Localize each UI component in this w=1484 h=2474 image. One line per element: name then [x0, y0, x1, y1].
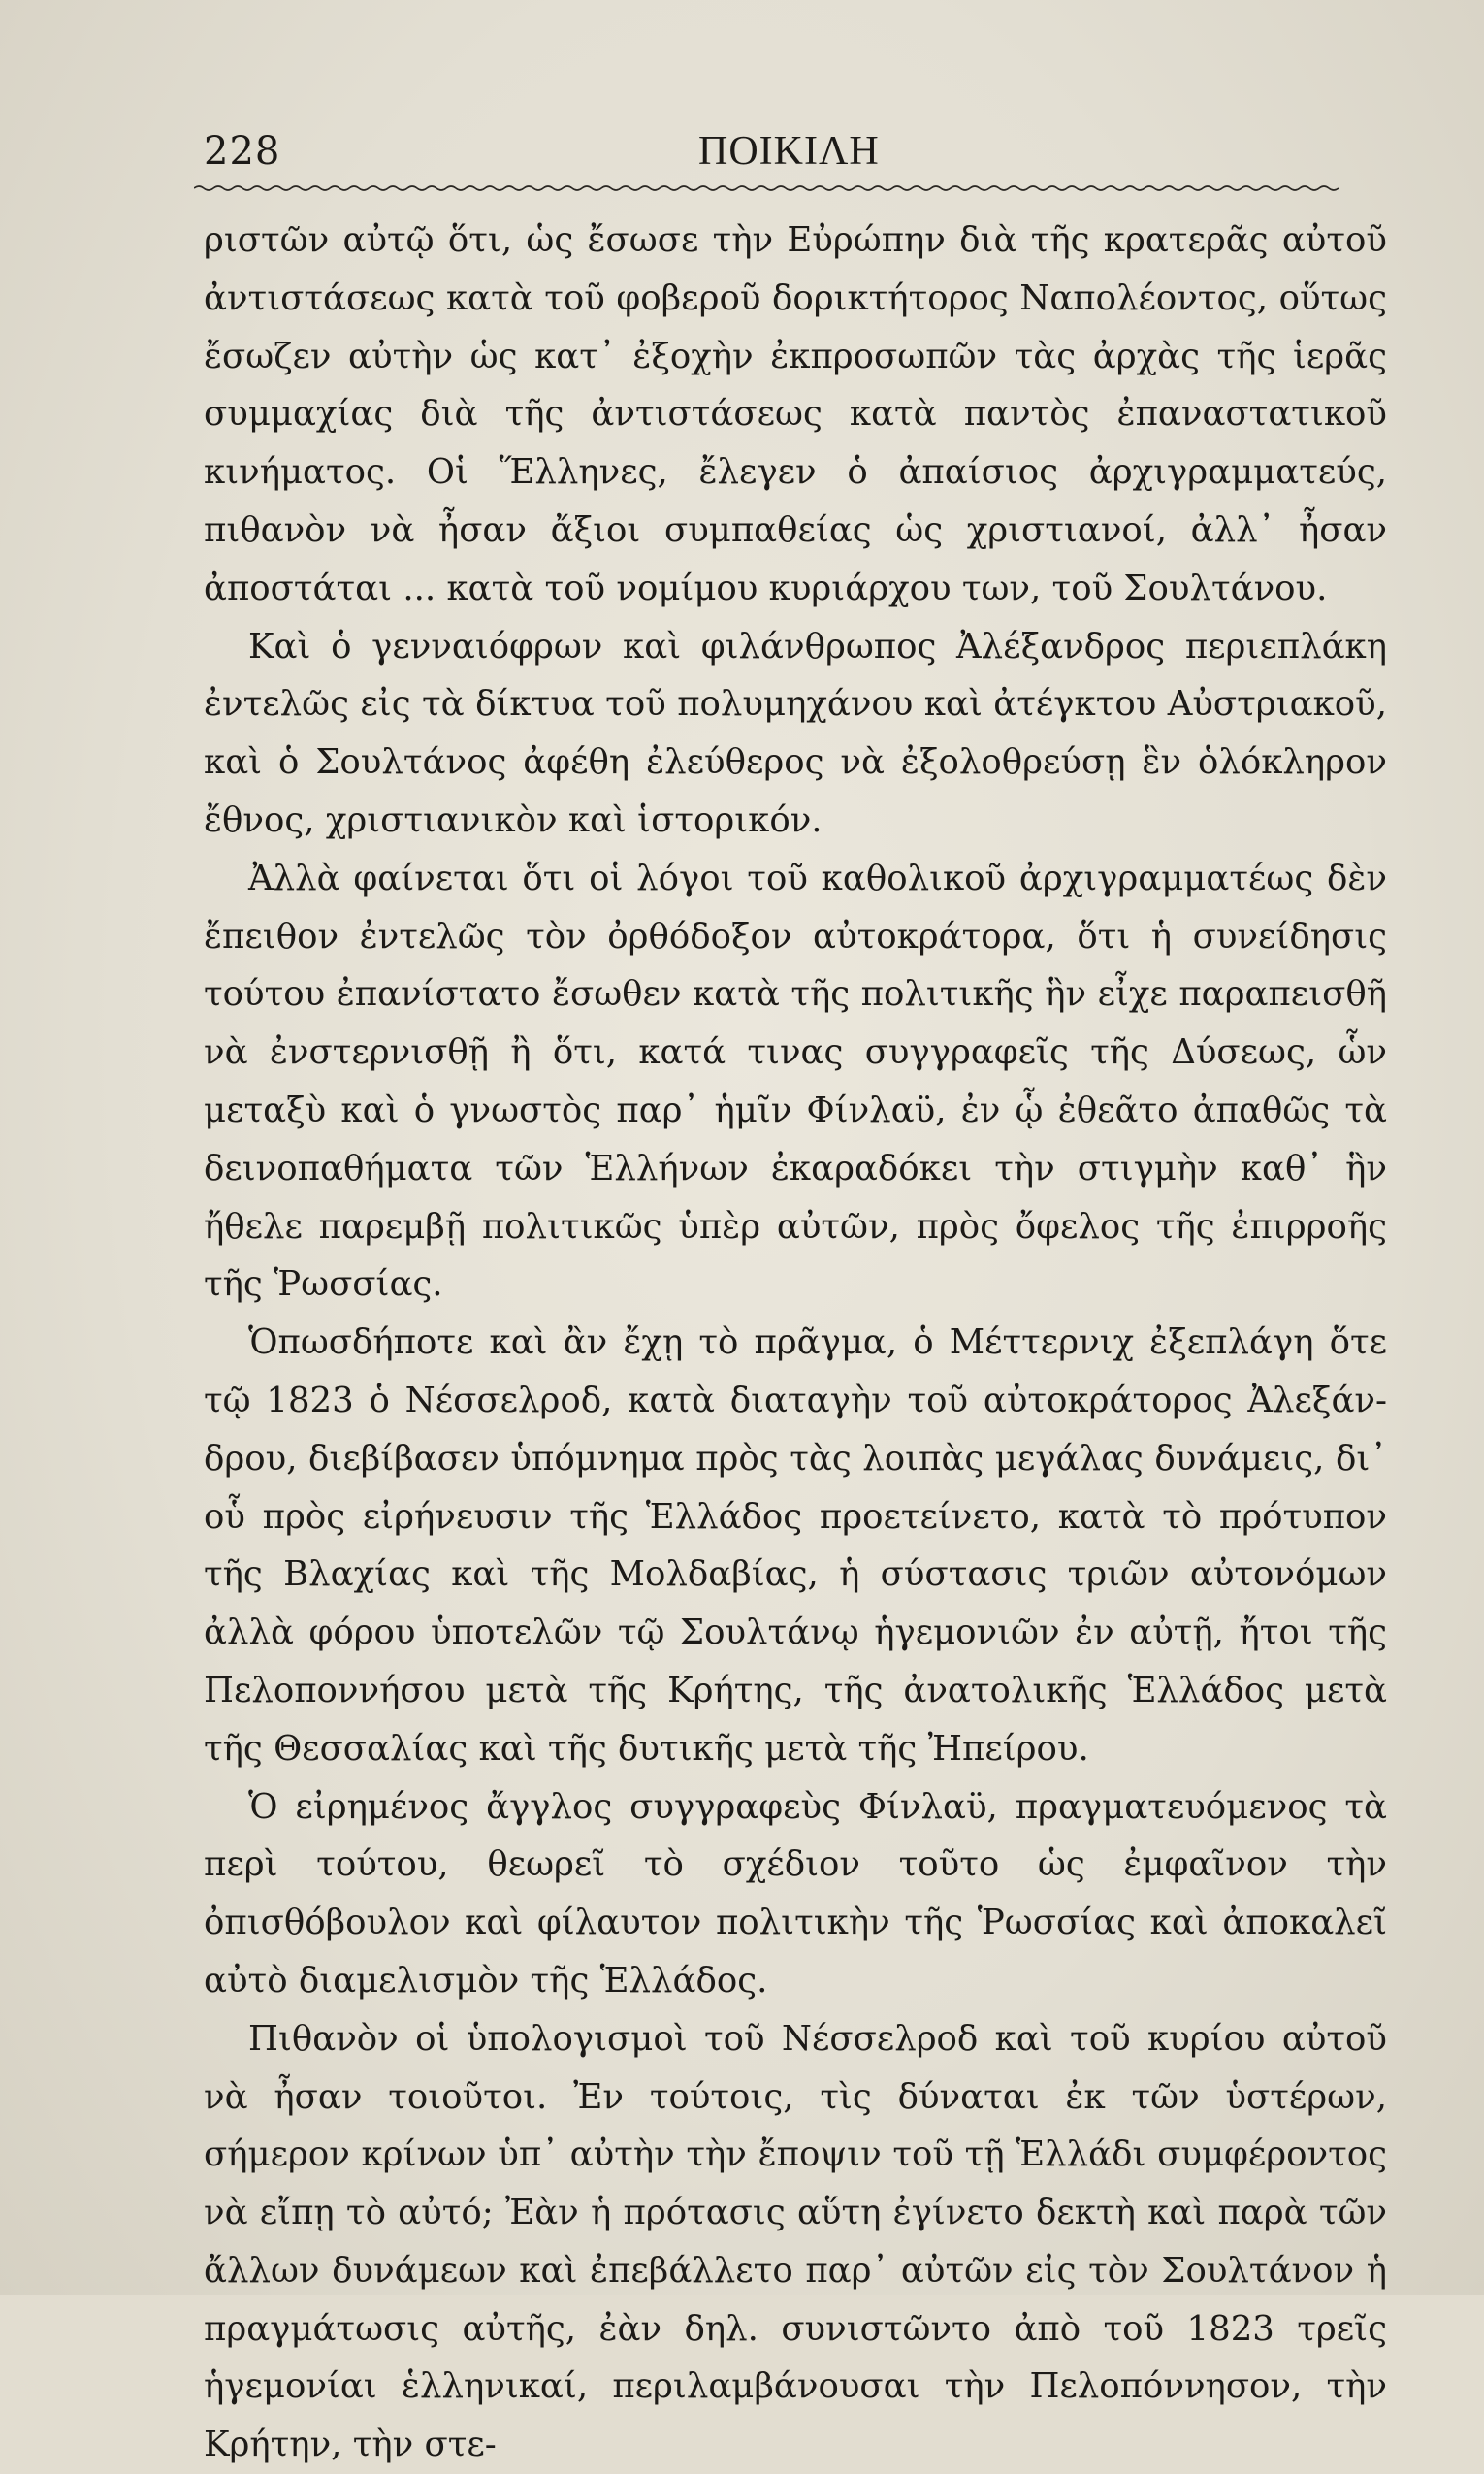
running-title: ΠΟΙΚΙΛΗ	[698, 129, 880, 174]
paragraph: Ὁ εἰρημένος ἄγγλος συγγραφεὺς Φίνλαϋ, πραγματευόμενος τὰ περὶ τούτου, θεωρεῖ τὸ σχέδιον τοῦτο ὡς ἐμφαῖνον τὴν ὀπισθόβουλον καὶ φίλαυτον πολιτικὴν τῆς Ῥωσσίας καὶ ἀποκαλεῖ αὐτὸ διαμελισμὸν τῆς Ἑλλάδος.	[204, 1786, 1387, 2001]
paragraph: Ἀλλὰ φαίνεται ὅτι οἱ λόγοι τοῦ καθολικοῦ ἀρχιγραμματέως δὲν ἔπειθον ἐντελῶς τὸν ὀρθόδοξον αὐτοκράτορα, ὅτι ἡ συνείδησις τούτου ἐπανίστατο ἔσωθεν κατὰ τῆς πολιτικῆς ἣν εἶχε παραπεισθῆ νὰ ἐνστερνισθῇ ἢ ὅτι, κατά τινας συγγραφεῖς τῆς Δύσεως, ὧν μεταξὺ καὶ ὁ γνωστὸς παρ᾽ ἡμῖν Φίνλαϋ, ἐν ᾧ ἐθεᾶτο ἀπαθῶς τὰ δεινοπαθήματα τῶν Ἑλλήνων ἐκαραδόκει τὴν στιγμὴν καθ᾽ ἣν ἤθελε παρεμβῇ πολιτικῶς ὑπὲρ αὐτῶν, πρὸς ὄφελος τῆς ἐπιρροῆς τῆς Ῥωσσίας.	[204, 858, 1387, 1305]
paragraph: Πιθανὸν οἱ ὑπολογισμοὶ τοῦ Νέσσελροδ καὶ τοῦ κυρίου αὐτοῦ νὰ ἦσαν τοιοῦτοι. Ἐν τούτοις, τὶς δύναται ἐκ τῶν ὑστέρων, σήμερον κρίνων ὑπ᾽ αὐτὴν τὴν ἔποψιν τοῦ τῇ Ἑλλάδι συμφέροντος νὰ εἴπῃ τὸ αὐτό; Ἐὰν ἡ πρότασις αὕτη ἐγίνετο δεκτὴ καὶ παρὰ τῶν ἄλλων δυνάμεων καὶ ἐπεβάλλετο παρ᾽ αὐτῶν εἰς τὸν Σουλτάνον ἡ πραγμάτωσις αὐτῆς, ἐὰν δηλ. συνιστῶντο ἀπὸ τοῦ 1823 τρεῖς ἡγεμονίαι ἑλληνικαί, περιλαμβάνουσαι τὴν Πελοπόννησον, τὴν Κρήτην, τὴν στε-	[204, 2018, 1387, 2465]
body-text	[204, 212, 1387, 2474]
paragraph: Καὶ ὁ γενναιόφρων καὶ φιλάνθρωπος Ἀλέξανδρος περιεπλάκη ἐντελῶς εἰς τὰ δίκτυα τοῦ πολυμηχάνου καὶ ἀτέγκτου Αὐστριακοῦ, καὶ ὁ Σουλτάνος ἀφέθη ἐλεύθερος νὰ ἐξολοθρεύσῃ ἓν ὁλόκληρον ἔθνος, χριστιανικὸν καὶ ἱστορικόν.	[204, 626, 1387, 840]
paragraph: ριστῶν αὐτῷ ὅτι, ὡς ἔσωσε τὴν Εὐρώπην διὰ τῆς κρατερᾶς αὐτοῦ ἀντιστάσεως κατὰ τοῦ φοβεροῦ δορικτήτορος Ναπολέοντος, οὕτως ἔσωζεν αὐτὴν ὡς κατ᾽ ἐξοχὴν ἐκπροσωπῶν τὰς ἀρχὰς τῆς ἱερᾶς συμμαχίας διὰ τῆς ἀντιστάσεως κατὰ παντὸς ἐπαναστατικοῦ κινήματος. Οἱ Ἕλληνες, ἔλεγεν ὁ ἀπαίσιος ἀρχιγραμματεύς, πιθανὸν νὰ ἦσαν ἄξιοι συμπαθείας ὡς χριστιανοί, ἀλλ᾽ ἦσαν ἀποστάται ... κατὰ τοῦ νομίμου κυριάρχου των, τοῦ Σουλτάνου.	[204, 220, 1387, 608]
page-number: 228	[204, 129, 281, 174]
header-rule	[194, 184, 1339, 192]
paragraph: Ὁπωσδήποτε καὶ ἂν ἔχῃ τὸ πρᾶγμα, ὁ Μέττερνιχ ἐξεπλάγη ὅτε τῷ 1823 ὁ Νέσσελροδ, κατὰ διαταγὴν τοῦ αὐτοκράτορος Ἀλεξάνδρου, διεβίβασεν ὑπόμνημα πρὸς τὰς λοιπὰς μεγάλας δυνάμεις, δι᾽ οὗ πρὸς εἰρήνευσιν τῆς Ἑλλάδος προετείνετο, κατὰ τὸ πρότυπον τῆς Βλαχίας καὶ τῆς Μολδαβίας, ἡ σύστασις τριῶν αὐτονόμων ἀλλὰ φόρου ὑποτελῶν τῷ Σουλτάνῳ ἡγεμονιῶν ἐν αὐτῇ, ἤτοι τῆς Πελοποννήσου μετὰ τῆς Κρήτης, τῆς ἀνατολικῆς Ἑλλάδος μετὰ τῆς Θεσσαλίας καὶ τῆς δυτικῆς μετὰ τῆς Ἠπείρου.	[204, 1322, 1387, 1769]
page-header	[194, 124, 1339, 182]
